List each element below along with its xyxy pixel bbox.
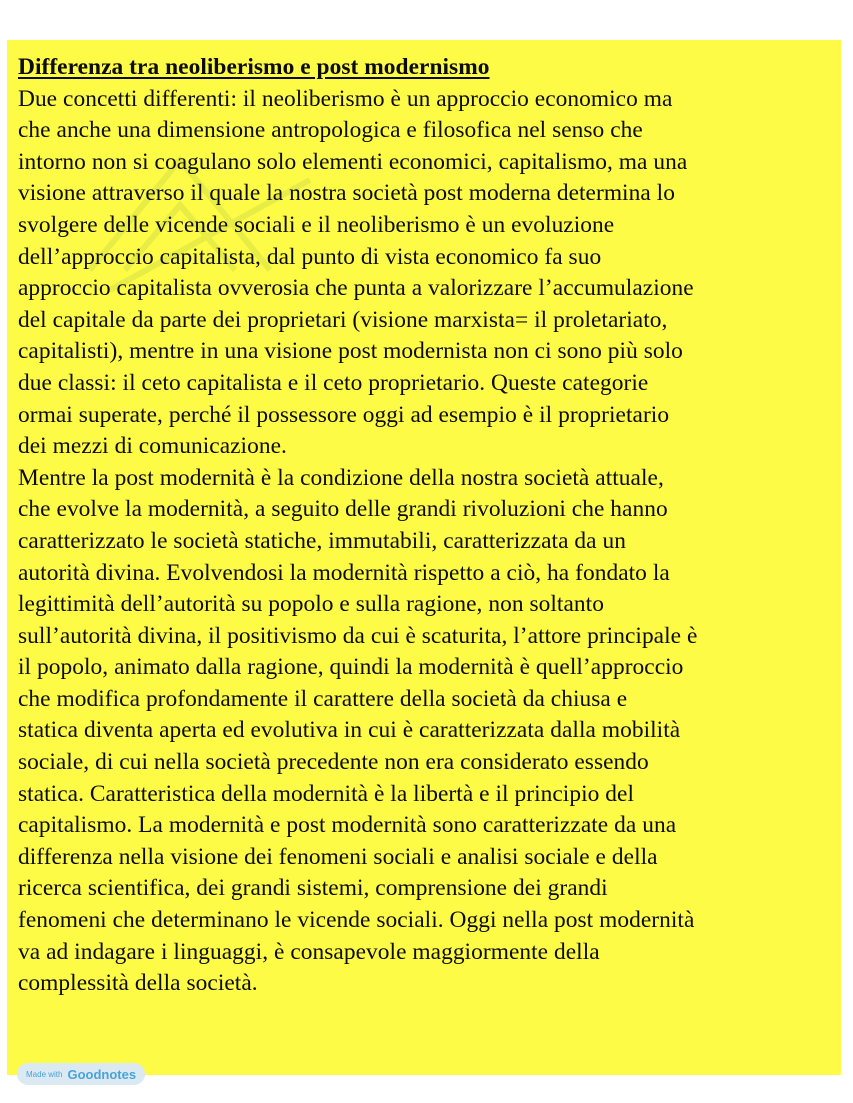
goodnotes-badge — [17, 1063, 145, 1085]
text-line: approccio capitalista ovverosia che punta a valorizzare l’accumulazione — [18, 275, 694, 302]
text-line: legittimità dell’autorità su popolo e sulla ragione, non soltanto — [18, 591, 604, 618]
text-line: sull’autorità divina, il positivismo da cui è scaturita, l’attore principale è — [18, 622, 698, 649]
text-line: autorità divina. Evolvendosi la modernità rispetto a ciò, ha fondato la — [18, 559, 670, 586]
text-line: va ad indagare i linguaggi, è consapevole maggiormente della — [18, 938, 600, 965]
text-line: differenza nella visione dei fenomeni sociali e analisi sociale e della — [18, 843, 658, 870]
text-line: ormai superate, perché il possessore oggi ad esempio è il proprietario — [18, 401, 670, 428]
text-line: caratterizzato le società statiche, immutabili, caratterizzata da un — [18, 527, 626, 554]
text-line: sociale, di cui nella società precedente non era considerato essendo — [18, 749, 649, 776]
text-line: Mentre la post modernità è la condizione della nostra società attuale, — [18, 464, 664, 491]
text-line: svolgere delle vicende sociali e il neoliberismo è un evoluzione — [18, 211, 615, 238]
text-line: capitalisti), mentre in una visione post modernista non ci sono più solo — [18, 338, 683, 365]
text-line: che anche una dimensione antropologica e filosofica nel senso che — [18, 117, 643, 144]
badge-brand: Goodnotes — [67, 1066, 137, 1082]
text-line: il popolo, animato dalla ragione, quindi la modernità è quell’approccio — [18, 654, 684, 681]
text-line: fenomeni che determinano le vicende sociali. Oggi nella post modernità — [18, 907, 695, 934]
badge-prefix: Made with — [26, 1069, 63, 1079]
text-line: Due concetti differenti: il neoliberismo è un approccio economico ma — [18, 85, 673, 112]
text-line: del capitale da parte dei proprietari (visione marxista= il proletariato, — [18, 306, 668, 333]
text-line: due classi: il ceto capitalista e il ceto proprietario. Queste categorie — [18, 369, 649, 396]
text-line: capitalismo. La modernità e post modernità sono caratterizzate da una — [18, 812, 677, 839]
text-line: statica diventa aperta ed evolutiva in cui è caratterizzata dalla mobilità — [18, 717, 681, 744]
text-line: dei mezzi di comunicazione. — [18, 433, 287, 460]
text-line: visione attraverso il quale la nostra società post moderna determina lo — [18, 180, 675, 207]
text-line: statica. Caratteristica della modernità è la libertà e il principio del — [18, 780, 635, 807]
text-line: intorno non si coagulano solo elementi economici, capitalismo, ma una — [18, 148, 688, 175]
text-line: complessità della società. — [18, 970, 258, 997]
text-line: che modifica profondamente il carattere della società da chiusa e — [18, 685, 628, 712]
document-body — [18, 52, 838, 1000]
text-line: dell’approccio capitalista, dal punto di vista economico fa suo — [18, 243, 602, 270]
text-line: che evolve la modernità, a seguito delle grandi rivoluzioni che hanno — [18, 496, 668, 523]
document-title: Differenza tra neoliberismo e post modernismo — [18, 54, 490, 80]
document-text — [18, 84, 838, 1000]
text-line: ricerca scientifica, dei grandi sistemi, comprensione dei grandi — [18, 875, 608, 902]
